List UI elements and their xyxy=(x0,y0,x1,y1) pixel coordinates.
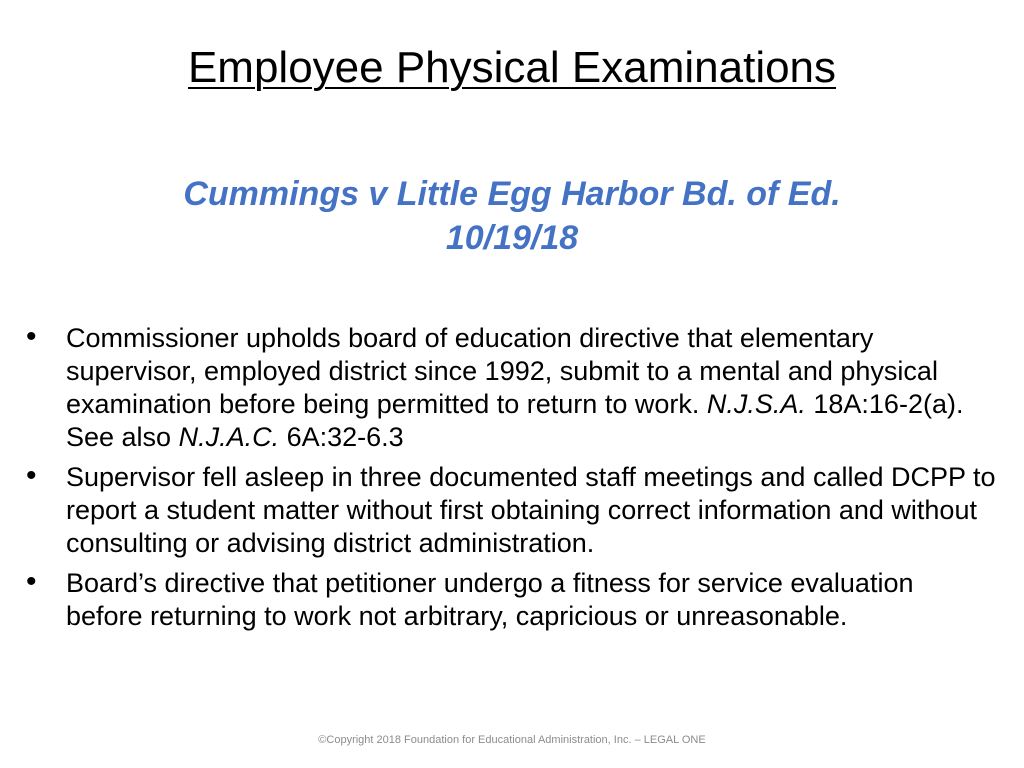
copyright-footer: ©Copyright 2018 Foundation for Educational Administration, Inc. – LEGAL ONE xyxy=(318,734,706,746)
bullet-icon: • xyxy=(26,565,37,598)
slide-title: Employee Physical Examinations xyxy=(187,43,837,92)
bullet-text: Supervisor fell asleep in three documented staff meetings and called DCPP to report a student matter without first obtaining correct information and without consulting or advising district administration. xyxy=(66,462,996,558)
bullet-icon: • xyxy=(26,320,37,353)
case-name: Cummings v Little Egg Harbor Bd. of Ed. xyxy=(183,175,841,213)
bullet-text: Board’s directive that petitioner undergo a fitness for service evaluation before returning to work not arbitrary, capricious or unreasonable. xyxy=(66,568,914,631)
case-date: 10/19/18 xyxy=(445,219,579,257)
bullet-list xyxy=(26,322,996,640)
code-citation: N.J.A.C. xyxy=(178,422,280,452)
bullet-text-part: 6A:32-6.3 xyxy=(279,422,404,452)
bullet-item xyxy=(26,322,996,454)
statute-citation: N.J.S.A. xyxy=(706,389,806,419)
case-subtitle xyxy=(60,172,964,260)
bullet-text-part: 18A:16-2(a). See also xyxy=(66,389,964,452)
bullet-item xyxy=(26,461,996,560)
bullet-text xyxy=(66,323,963,452)
bullet-icon: • xyxy=(26,459,37,492)
bullet-text-part: Commissioner upholds board of education directive that elementary supervisor, employed district since 1992, submit to a mental and physical examination before being permitted to return to work. xyxy=(66,323,938,419)
bullet-item xyxy=(26,567,996,633)
